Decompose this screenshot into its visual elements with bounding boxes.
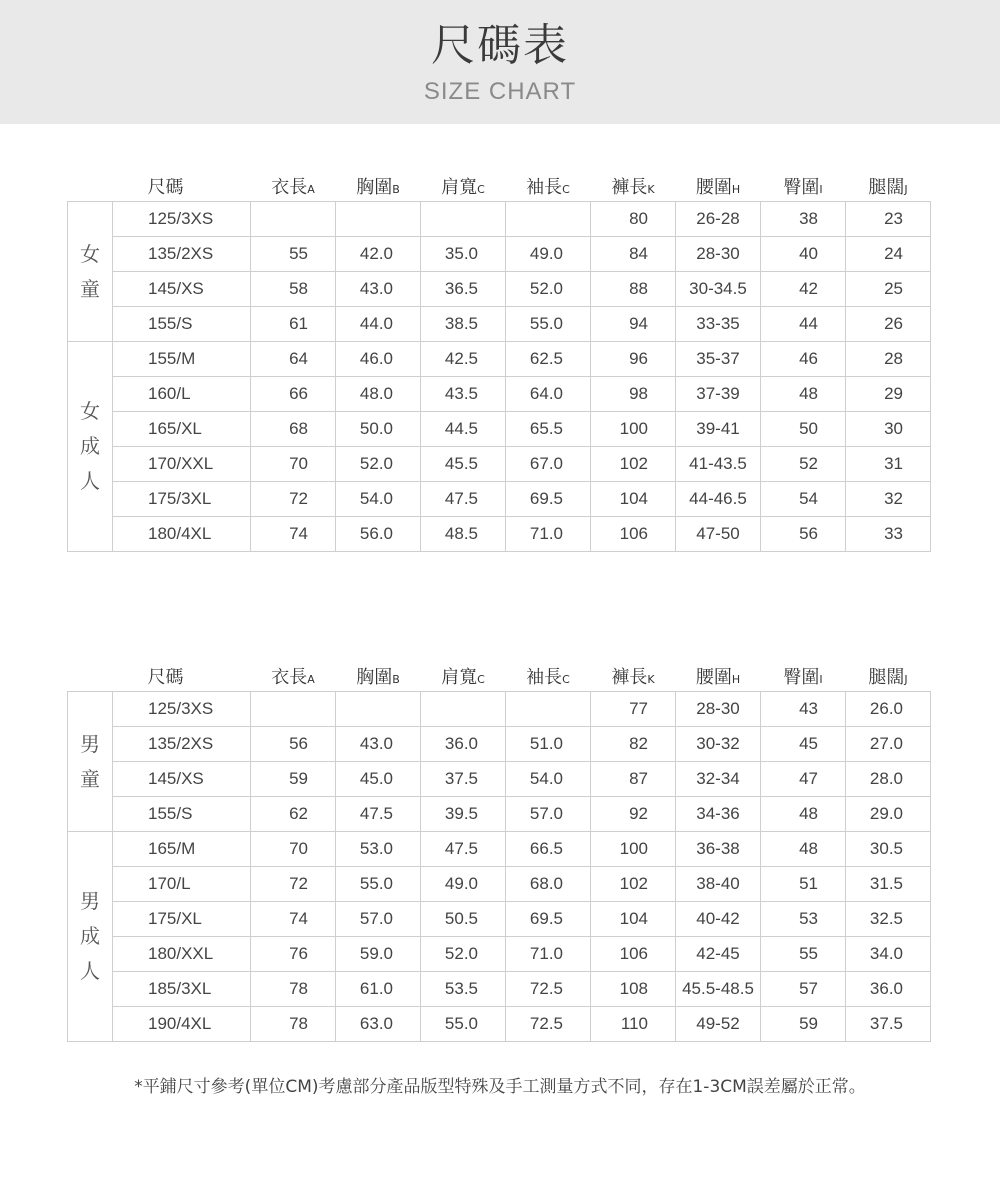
value-cell: 50.0 [336,412,421,447]
footer-note: *平鋪尺寸參考(單位CM)考慮部分產品版型特殊及手工測量方式不同，存在1-3CM誤差屬於正常。 [134,1077,866,1097]
value-cell: 71.0 [506,937,591,972]
value-cell: 34.0 [846,937,931,972]
value-cell: 110 [591,1007,676,1042]
table-header [68,167,931,202]
size-cell: 170/L [113,867,251,902]
size-cell: 175/XL [113,902,251,937]
value-cell: 62 [251,797,336,832]
value-cell: 34-36 [676,797,761,832]
value-cell: 56 [251,727,336,762]
value-cell: 43.0 [336,727,421,762]
table-row [68,1007,931,1042]
value-cell: 43 [761,692,846,727]
table-row [68,202,931,237]
column-label: 褲長 [611,177,648,198]
column-sub-letter: K [647,673,655,686]
value-cell: 39-41 [676,412,761,447]
value-cell: 46.0 [336,342,421,377]
column-sub-letter: C [477,183,485,196]
value-cell: 51 [761,867,846,902]
column-sub-letter: J [904,673,908,686]
value-cell: 28.0 [846,762,931,797]
column-sub-letter: J [904,183,908,196]
column-label: 褲長 [611,667,648,688]
header-row [68,167,931,202]
table-row [68,237,931,272]
value-cell: 96 [591,342,676,377]
value-cell: 55.0 [506,307,591,342]
column-header [846,657,931,692]
value-cell: 23 [846,202,931,237]
value-cell: 70 [251,447,336,482]
value-cell: 30.5 [846,832,931,867]
value-cell: 36.5 [421,272,506,307]
size-cell: 170/XXL [113,447,251,482]
value-cell: 36.0 [421,727,506,762]
value-cell: 55 [761,937,846,972]
size-cell: 165/M [113,832,251,867]
column-header [591,657,676,692]
value-cell: 48.0 [336,377,421,412]
value-cell: 48 [761,377,846,412]
value-cell: 46 [761,342,846,377]
value-cell: 38-40 [676,867,761,902]
value-cell: 35-37 [676,342,761,377]
table-row [68,727,931,762]
value-cell: 47.5 [421,482,506,517]
value-cell: 24 [846,237,931,272]
value-cell [336,202,421,237]
value-cell: 65.5 [506,412,591,447]
value-cell: 32-34 [676,762,761,797]
column-header [846,167,931,202]
column-label: 臀圍 [783,667,820,688]
table-row [68,692,931,727]
column-header [113,657,251,692]
column-header [251,657,336,692]
value-cell: 31.5 [846,867,931,902]
value-cell: 108 [591,972,676,1007]
header-row [68,657,931,692]
group-label: 女 成 人 [68,342,113,552]
value-cell: 49.0 [506,237,591,272]
value-cell: 54.0 [506,762,591,797]
value-cell: 82 [591,727,676,762]
size-cell: 145/XS [113,272,251,307]
value-cell: 38 [761,202,846,237]
size-cell: 125/3XS [113,692,251,727]
column-label: 臀圍 [783,177,820,198]
value-cell: 30-32 [676,727,761,762]
value-cell: 56 [761,517,846,552]
size-cell: 155/M [113,342,251,377]
header-spacer [68,167,113,202]
value-cell: 37.5 [421,762,506,797]
value-cell: 69.5 [506,902,591,937]
value-cell: 37-39 [676,377,761,412]
value-cell: 104 [591,482,676,517]
column-header [336,657,421,692]
size-cell: 190/4XL [113,1007,251,1042]
value-cell: 58 [251,272,336,307]
value-cell [421,692,506,727]
header-spacer [68,657,113,692]
value-cell: 76 [251,937,336,972]
value-cell [251,692,336,727]
column-sub-letter: H [731,183,741,196]
size-cell: 165/XL [113,412,251,447]
value-cell: 59.0 [336,937,421,972]
table-row [68,377,931,412]
value-cell: 64 [251,342,336,377]
column-header [113,167,251,202]
table-row [68,272,931,307]
value-cell: 32.5 [846,902,931,937]
table-row [68,902,931,937]
size-cell: 180/XXL [113,937,251,972]
column-sub-letter: C [562,673,570,686]
table-row [68,482,931,517]
value-cell: 52.0 [336,447,421,482]
page-title: 尺碼表 [431,20,569,71]
column-sub-letter: C [477,673,485,686]
size-table [67,167,931,552]
value-cell: 53.0 [336,832,421,867]
value-cell: 100 [591,832,676,867]
value-cell: 63.0 [336,1007,421,1042]
value-cell [336,692,421,727]
value-cell: 49-52 [676,1007,761,1042]
size-cell: 175/3XL [113,482,251,517]
group-label: 男 成 人 [68,832,113,1042]
value-cell: 26-28 [676,202,761,237]
value-cell: 56.0 [336,517,421,552]
table-row [68,972,931,1007]
table-body [68,692,931,1042]
value-cell: 80 [591,202,676,237]
value-cell: 47-50 [676,517,761,552]
value-cell: 44.5 [421,412,506,447]
value-cell: 39.5 [421,797,506,832]
size-cell: 185/3XL [113,972,251,1007]
group-label: 女 童 [68,202,113,342]
column-header [506,167,591,202]
value-cell: 71.0 [506,517,591,552]
table-row [68,797,931,832]
column-header [506,657,591,692]
table-row [68,762,931,797]
size-table-men [67,657,931,1042]
column-header [761,657,846,692]
size-cell: 135/2XS [113,727,251,762]
table-row [68,412,931,447]
column-label: 尺碼 [147,177,184,198]
value-cell: 50 [761,412,846,447]
value-cell: 102 [591,447,676,482]
value-cell: 92 [591,797,676,832]
value-cell: 52 [761,447,846,482]
table-row [68,832,931,867]
value-cell: 31 [846,447,931,482]
column-header [336,167,421,202]
column-sub-letter: A [307,183,315,196]
column-sub-letter: B [392,673,400,686]
value-cell: 45.5 [421,447,506,482]
column-header [591,167,676,202]
value-cell: 94 [591,307,676,342]
column-label: 尺碼 [147,667,184,688]
value-cell: 45.0 [336,762,421,797]
value-cell: 42.5 [421,342,506,377]
page-subtitle: SIZE CHART [423,78,577,105]
value-cell: 84 [591,237,676,272]
value-cell: 100 [591,412,676,447]
value-cell: 26 [846,307,931,342]
value-cell: 59 [761,1007,846,1042]
value-cell: 28-30 [676,237,761,272]
value-cell: 49.0 [421,867,506,902]
value-cell: 51.0 [506,727,591,762]
value-cell: 72 [251,867,336,902]
table-row [68,867,931,902]
value-cell: 55.0 [421,1007,506,1042]
value-cell: 44-46.5 [676,482,761,517]
column-sub-letter: C [562,183,570,196]
value-cell: 25 [846,272,931,307]
value-cell: 64.0 [506,377,591,412]
value-cell: 40-42 [676,902,761,937]
header-banner [0,0,1000,124]
value-cell: 30 [846,412,931,447]
value-cell: 67.0 [506,447,591,482]
value-cell: 98 [591,377,676,412]
value-cell: 106 [591,517,676,552]
value-cell: 72 [251,482,336,517]
column-sub-letter: I [819,673,823,686]
table-row [68,307,931,342]
column-label: 袖長 [526,177,563,198]
value-cell: 36.0 [846,972,931,1007]
table-header [68,657,931,692]
table-row [68,517,931,552]
value-cell [421,202,506,237]
value-cell: 40 [761,237,846,272]
value-cell: 47.5 [336,797,421,832]
column-label: 衣長 [271,667,308,688]
value-cell: 72.5 [506,972,591,1007]
column-label: 肩寬 [441,667,478,688]
column-label: 腿闊 [868,667,905,688]
column-sub-letter: K [647,183,655,196]
value-cell: 54 [761,482,846,517]
value-cell: 57.0 [506,797,591,832]
value-cell: 59 [251,762,336,797]
column-header [421,657,506,692]
value-cell: 35.0 [421,237,506,272]
size-table-women [67,167,931,552]
table-row [68,342,931,377]
value-cell [506,202,591,237]
value-cell: 78 [251,972,336,1007]
table-row [68,447,931,482]
value-cell: 106 [591,937,676,972]
value-cell: 57.0 [336,902,421,937]
value-cell: 52.0 [421,937,506,972]
value-cell: 45.5-48.5 [676,972,761,1007]
value-cell [506,692,591,727]
value-cell: 42.0 [336,237,421,272]
value-cell: 66.5 [506,832,591,867]
column-label: 胸圍 [356,177,393,198]
value-cell: 104 [591,902,676,937]
table-row [68,937,931,972]
value-cell: 70 [251,832,336,867]
value-cell: 74 [251,517,336,552]
value-cell: 61.0 [336,972,421,1007]
value-cell: 87 [591,762,676,797]
column-sub-letter: I [819,183,823,196]
value-cell: 88 [591,272,676,307]
value-cell: 61 [251,307,336,342]
value-cell: 33-35 [676,307,761,342]
value-cell: 26.0 [846,692,931,727]
value-cell: 41-43.5 [676,447,761,482]
value-cell: 69.5 [506,482,591,517]
value-cell: 50.5 [421,902,506,937]
value-cell: 77 [591,692,676,727]
column-label: 腰圍 [695,177,732,198]
column-sub-letter: A [307,673,315,686]
value-cell: 74 [251,902,336,937]
value-cell: 55.0 [336,867,421,902]
value-cell: 33 [846,517,931,552]
value-cell: 66 [251,377,336,412]
value-cell: 32 [846,482,931,517]
size-cell: 135/2XS [113,237,251,272]
column-label: 腰圍 [695,667,732,688]
value-cell: 47 [761,762,846,797]
value-cell: 47.5 [421,832,506,867]
size-table [67,657,931,1042]
group-label: 男 童 [68,692,113,832]
column-label: 袖長 [526,667,563,688]
value-cell: 29.0 [846,797,931,832]
size-cell: 155/S [113,307,251,342]
value-cell: 42 [761,272,846,307]
column-label: 肩寬 [441,177,478,198]
value-cell: 29 [846,377,931,412]
column-header [251,167,336,202]
value-cell: 102 [591,867,676,902]
table-body [68,202,931,552]
column-header [761,167,846,202]
size-cell: 155/S [113,797,251,832]
value-cell: 38.5 [421,307,506,342]
value-cell: 53.5 [421,972,506,1007]
value-cell: 48 [761,797,846,832]
column-sub-letter: H [731,673,741,686]
column-header [676,657,761,692]
value-cell: 28 [846,342,931,377]
value-cell: 45 [761,727,846,762]
value-cell: 43.5 [421,377,506,412]
column-label: 衣長 [271,177,308,198]
value-cell: 28-30 [676,692,761,727]
value-cell: 43.0 [336,272,421,307]
value-cell: 48.5 [421,517,506,552]
value-cell: 68 [251,412,336,447]
value-cell: 57 [761,972,846,1007]
size-cell: 180/4XL [113,517,251,552]
value-cell: 30-34.5 [676,272,761,307]
value-cell: 37.5 [846,1007,931,1042]
value-cell: 36-38 [676,832,761,867]
value-cell: 78 [251,1007,336,1042]
size-cell: 145/XS [113,762,251,797]
column-label: 胸圍 [356,667,393,688]
value-cell: 52.0 [506,272,591,307]
value-cell: 68.0 [506,867,591,902]
value-cell: 72.5 [506,1007,591,1042]
column-sub-letter: B [392,183,400,196]
value-cell: 44 [761,307,846,342]
value-cell: 54.0 [336,482,421,517]
size-cell: 125/3XS [113,202,251,237]
column-label: 腿闊 [868,177,905,198]
column-header [676,167,761,202]
value-cell: 62.5 [506,342,591,377]
value-cell: 55 [251,237,336,272]
value-cell: 42-45 [676,937,761,972]
value-cell: 27.0 [846,727,931,762]
value-cell [251,202,336,237]
value-cell: 48 [761,832,846,867]
value-cell: 44.0 [336,307,421,342]
value-cell: 53 [761,902,846,937]
size-cell: 160/L [113,377,251,412]
column-header [421,167,506,202]
